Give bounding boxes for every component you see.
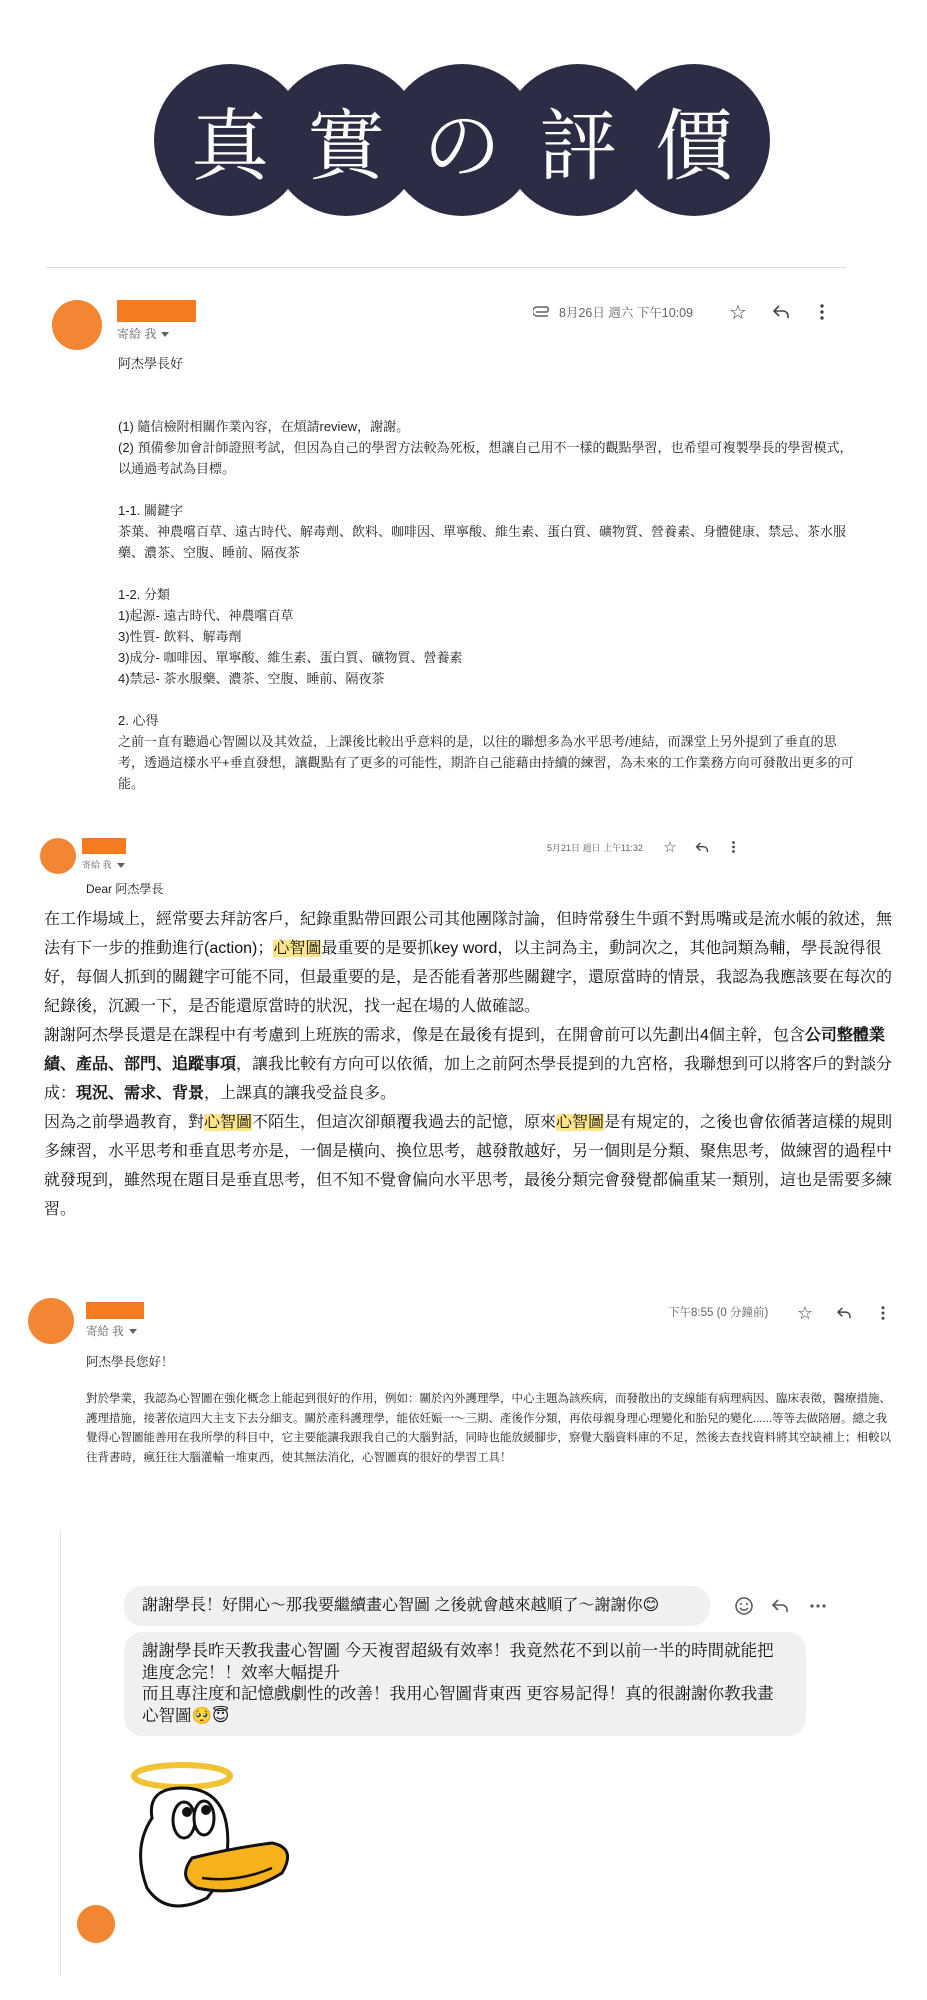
email-date: 5月21日 週日 上午11:32: [547, 842, 643, 853]
chevron-down-icon[interactable]: [117, 863, 125, 868]
reply-icon[interactable]: [768, 1594, 792, 1618]
chat-line: 而且專注度和記憶戲劇性的改善！我用心智圖背東西 更容易記得！真的很謝謝你教我畫心智圖🥺😇: [142, 1685, 774, 1725]
star-icon[interactable]: ☆: [663, 838, 677, 856]
category-item: 3)成分- 咖啡因、單寧酸、維生素、蛋白質、礦物質、營養素: [118, 650, 463, 665]
highlight-mindmap: 心智圖: [273, 940, 322, 957]
greeting: 阿杰學長好: [118, 356, 184, 371]
title-char-2: 實: [270, 64, 422, 216]
email-body: [44, 905, 894, 1224]
redacted-sender-name: [117, 300, 196, 322]
chat-message: [124, 1632, 806, 1736]
title-banner: [154, 64, 774, 216]
redacted-sender-name: [82, 838, 126, 854]
keyword-list: 茶葉、神農嚐百草、遠古時代、解毒劑、飲料、咖啡因、單寧酸、維生素、蛋白質、礦物質、營養素、身體健康、禁忌、茶水服藥、濃茶、空腹、睡前、隔夜茶: [118, 524, 847, 560]
to-line[interactable]: 寄給 我: [117, 325, 169, 342]
attachment-icon: [533, 306, 553, 318]
email-meta: [533, 302, 693, 322]
more-options-icon[interactable]: [814, 300, 830, 324]
section-title: 2. 心得: [118, 713, 159, 728]
category-item: 3)性質- 飲料、解毒劑: [118, 629, 242, 644]
more-options-icon[interactable]: [876, 1302, 890, 1324]
redacted-sender-name: [86, 1302, 144, 1319]
paragraph: 謝謝阿杰學長還是在課程中有考慮到上班族的需求，像是在最後有提到，在開會前可以先劃出4個主幹，包含公司整體業績、產品、部門、追蹤事項，讓我比較有方向可以依循，加上之前阿杰學長提到的九宮格，我聯想到可以將客戶的對談分成：現況、需求、背景，上課真的讓我受益良多。: [44, 1027, 893, 1102]
emoji-reaction-icon[interactable]: [732, 1594, 756, 1618]
paragraph: (2) 預備參加會計師證照考試，但因為自己的學習方法較為死板，想讓自己用不一樣的觀點學習，也希望可複製學長的學習模式，以通過考試為目標。: [118, 440, 853, 476]
halo-icon: [134, 1765, 230, 1787]
title-char-3: の: [386, 64, 538, 216]
chevron-down-icon[interactable]: [161, 332, 169, 337]
divider: [46, 267, 846, 268]
star-icon[interactable]: ☆: [729, 300, 747, 324]
more-options-icon[interactable]: [727, 838, 739, 856]
sender-avatar[interactable]: [77, 1905, 115, 1943]
chat-line: 謝謝學長昨天教我畫心智圖 今天複習超級有效率！我竟然花不到以前一半的時間就能把進度念完！！效率大幅提升: [142, 1642, 774, 1682]
email-date: 8月26日 週六 下午10:09: [559, 306, 694, 320]
title-char-4: 評: [502, 64, 654, 216]
reply-icon[interactable]: [693, 838, 711, 856]
paragraph: 因為之前學過教育，對心智圖不陌生，但這次卻顛覆我過去的記憶，原來心智圖是有規定的，之後也會依循著這樣的規則多練習，水平思考和垂直思考亦是，一個是橫向、換位思考，越發散越好，另一個則是分類、聚焦思考，做練習的過程中就發現到，雖然現在題目是垂直思考，但不知不覺會偏向水平思考，最後分類完會發覺都偏重某一類別，這也是需要多練習。: [44, 1114, 893, 1218]
reply-icon[interactable]: [833, 1302, 855, 1324]
category-item: 1)起源- 遠古時代、神農嚐百草: [118, 608, 294, 623]
section-title: 1-2. 分類: [118, 587, 171, 602]
highlight-mindmap: 心智圖: [204, 1114, 253, 1131]
chat-message: 謝謝學長！好開心～那我要繼續畫心智圖 之後就會越來越順了～謝謝你😊: [124, 1586, 710, 1626]
email-date: 下午8:55 (0 分鐘前): [668, 1307, 769, 1319]
sender-avatar[interactable]: [28, 1298, 74, 1344]
sender-avatar[interactable]: [40, 838, 76, 874]
email-body: [118, 353, 858, 794]
category-item: 4)禁忌- 茶水服藥、濃茶、空腹、睡前、隔夜茶: [118, 671, 385, 686]
email-body: 對於學業，我認為心智圖在強化概念上能起到很好的作用，例如：關於內外護理學，中心主題為該疾病，而發散出的支線能有病理病因、臨床表徵，醫療措施、護理措施，接著依這四大主支下去分細支。關於產科護理學，能依妊娠一～三期、產後作分類，再依母親身理心理變化和胎兒的變化......等等去做陪層。總之我覺得心智圖能善用在我所學的科目中，它主要能讓我跟我自己的大腦對話，同時也能放緩腳步，察覺大腦資料庫的不足，然後去查找資料將其空缺補上；相較以往背書時，瘋狂往大腦灌輸一堆東西，使其無法消化，心智圖真的很好的學習工具！: [86, 1393, 891, 1464]
section-title: 1-1. 關鍵字: [118, 503, 184, 518]
title-char-5: 價: [618, 64, 770, 216]
title-char-1: 真: [154, 64, 306, 216]
highlight-mindmap: 心智圖: [556, 1114, 605, 1131]
more-options-icon[interactable]: [806, 1594, 830, 1618]
duck-sticker: [122, 1758, 322, 1928]
to-line[interactable]: 寄給 我: [82, 858, 125, 871]
to-line[interactable]: 寄給 我: [86, 1323, 137, 1339]
reply-icon[interactable]: [769, 300, 793, 324]
greeting: 阿杰學長您好！: [86, 1355, 174, 1369]
chevron-down-icon[interactable]: [129, 1329, 137, 1334]
thread-line: [60, 1530, 61, 1976]
star-icon[interactable]: ☆: [796, 1302, 814, 1324]
reflection-text: 之前一直有聽過心智圖以及其效益，上課後比較出乎意料的是，以往的聯想多為水平思考/連結，而課堂上另外提到了垂直的思考，透過這樣水平+垂直發想，讓觀點有了更多的可能性，期許自己能藉由持續的練習，為未來的工作業務方向可發散出更多的可能。: [118, 734, 854, 791]
paragraph: 在工作場域上，經常要去拜訪客戶，紀錄重點帶回跟公司其他團隊討論，但時常發生牛頭不對馬嘴或是流水帳的敘述，無法有下一步的推動進行(action)；心智圖最重要的是要抓key word，以主詞為主，動詞次之，其他詞類為輔，學長說得很好，每個人抓到的關鍵字可能不同，但最重要的是，是否能看著那些關鍵字，還原當時的情景，我認為我應該要在每次的紀錄後，沉澱一下，是否能還原當時的狀況，找一起在場的人做確認。: [44, 911, 893, 1015]
sender-avatar[interactable]: [52, 300, 102, 350]
greeting: Dear 阿杰學長: [86, 882, 164, 896]
paragraph: (1) 隨信檢附相關作業內容，在煩請review，謝謝。: [118, 419, 410, 434]
